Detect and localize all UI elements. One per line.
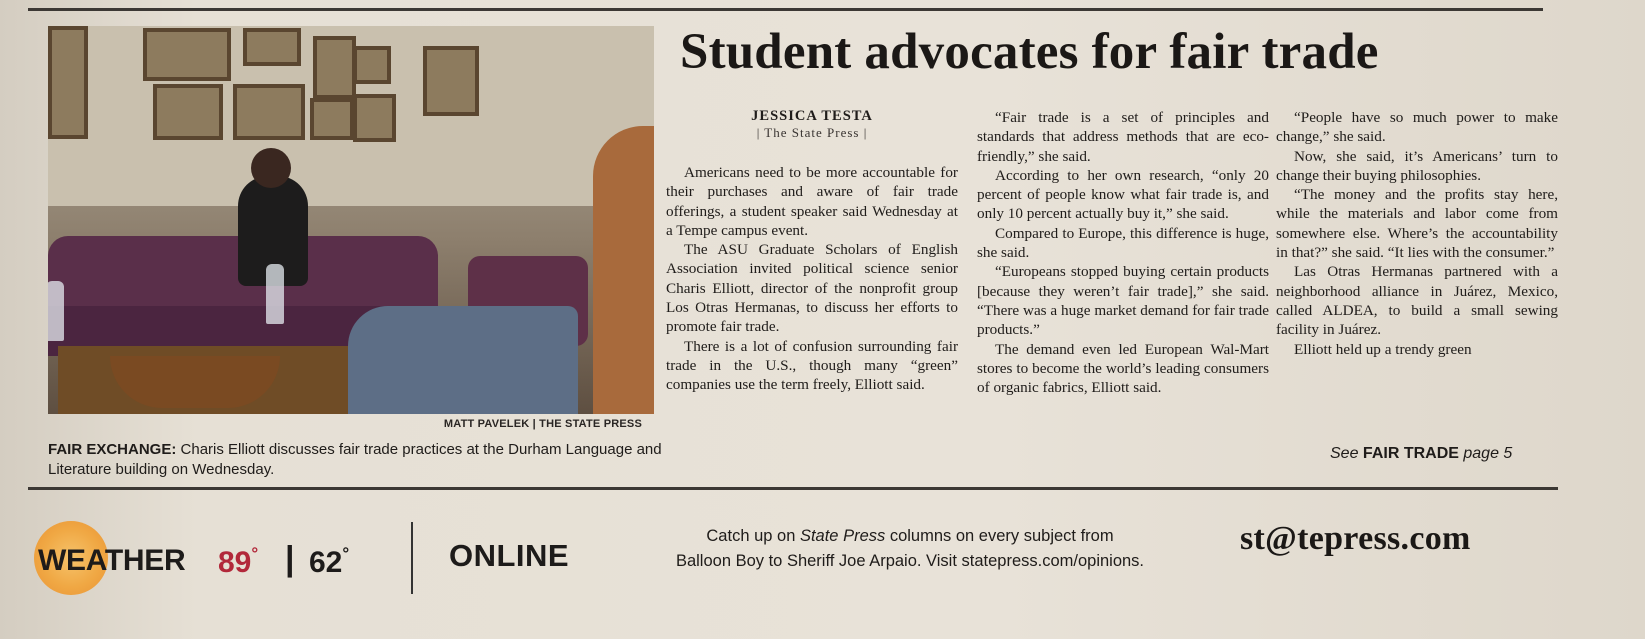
- paragraph: Elliott held up a trendy green: [1294, 340, 1472, 358]
- article-headline: Student advocates for fair trade: [680, 24, 1379, 80]
- promo-line-1: Catch up on State Press columns on every subject from: [706, 527, 1114, 545]
- weather-label: WEATHER: [38, 544, 186, 577]
- jump-line: [1330, 445, 1512, 463]
- online-label: ONLINE: [449, 538, 570, 573]
- top-rule: [28, 8, 1543, 11]
- temperature-separator: |: [285, 540, 295, 578]
- photo-credit: MATT PAVELEK | THE STATE PRESS: [443, 418, 642, 430]
- jump-see: See: [1330, 445, 1359, 462]
- low-temperature: 62°: [309, 544, 350, 579]
- paragraph: The demand even led European Wal-Mart stores to become the world’s leading consumers of organic fabrics, Elliott said.: [977, 340, 1269, 397]
- paragraph: Compared to Europe, this difference is huge, she said.: [977, 224, 1269, 262]
- paragraph: “The money and the profits stay here, while the materials and labor come from somewhere else. Where’s the accountability in that?” she said. “It lies with the consumer.”: [1276, 186, 1558, 262]
- high-temperature: 89°: [218, 544, 259, 579]
- footer-divider: [411, 522, 413, 594]
- promo-line-2: Balloon Boy to Sheriff Joe Arpaio. Visit statepress.com/opinions.: [675, 552, 1145, 570]
- byline: [666, 108, 958, 141]
- paragraph: Now, she said, it’s Americans’ turn to change their buying philosophies.: [1276, 147, 1558, 184]
- paragraph: “Fair trade is a set of principles and standards that address methods that are eco-friendly,” she said.: [977, 109, 1269, 165]
- article-photo: [48, 26, 654, 414]
- byline-name: JESSICA TESTA: [751, 108, 873, 124]
- byline-org: | The State Press |: [756, 125, 868, 140]
- paragraph: “Europeans stopped buying certain products [because they weren’t fair trade],” she said. “There was a huge market demand for fair trade products.”: [977, 263, 1269, 339]
- photo-cutline: [48, 440, 698, 480]
- paragraph: The ASU Graduate Scholars of English Association invited political science senior Charis Elliott, director of the nonprofit group Los Otras Hermanas, to discuss her efforts to promote fair trade.: [666, 241, 958, 336]
- article-column-3: [1276, 108, 1558, 359]
- paragraph: According to her own research, “only 20 percent of people know what fair trade is, and only 10 percent actually buy it,” she said.: [977, 166, 1269, 223]
- jump-target: FAIR TRADE: [1362, 445, 1459, 462]
- paragraph: There is a lot of confusion surrounding fair trade in the U.S., though many “green” companies use the term freely, Elliott said.: [666, 337, 958, 394]
- cutline-text: Charis Elliott discusses fair trade practices at the Durham Language and Literature building on Wednesday.: [48, 441, 662, 478]
- paragraph: “People have so much power to make change,” she said.: [1276, 109, 1558, 146]
- paragraph: Americans need to be more accountable for their purchases and aware of fair trade offerings, a student speaker said Wednesday at a Tempe campus event.: [666, 164, 958, 239]
- cutline-kicker: FAIR EXCHANGE:: [48, 441, 177, 458]
- site-logo: st@tepress.com: [1240, 520, 1471, 557]
- article-column-2: [977, 108, 1269, 397]
- footer-rule: [28, 487, 1558, 490]
- article-column-1: [666, 108, 958, 395]
- jump-page: page 5: [1463, 445, 1513, 462]
- online-promo: [640, 524, 1180, 574]
- paragraph: Las Otras Hermanas partnered with a neighborhood alliance in Juárez, Mexico, called ALDEA, to build a small sewing facility in Juárez.: [1276, 263, 1558, 339]
